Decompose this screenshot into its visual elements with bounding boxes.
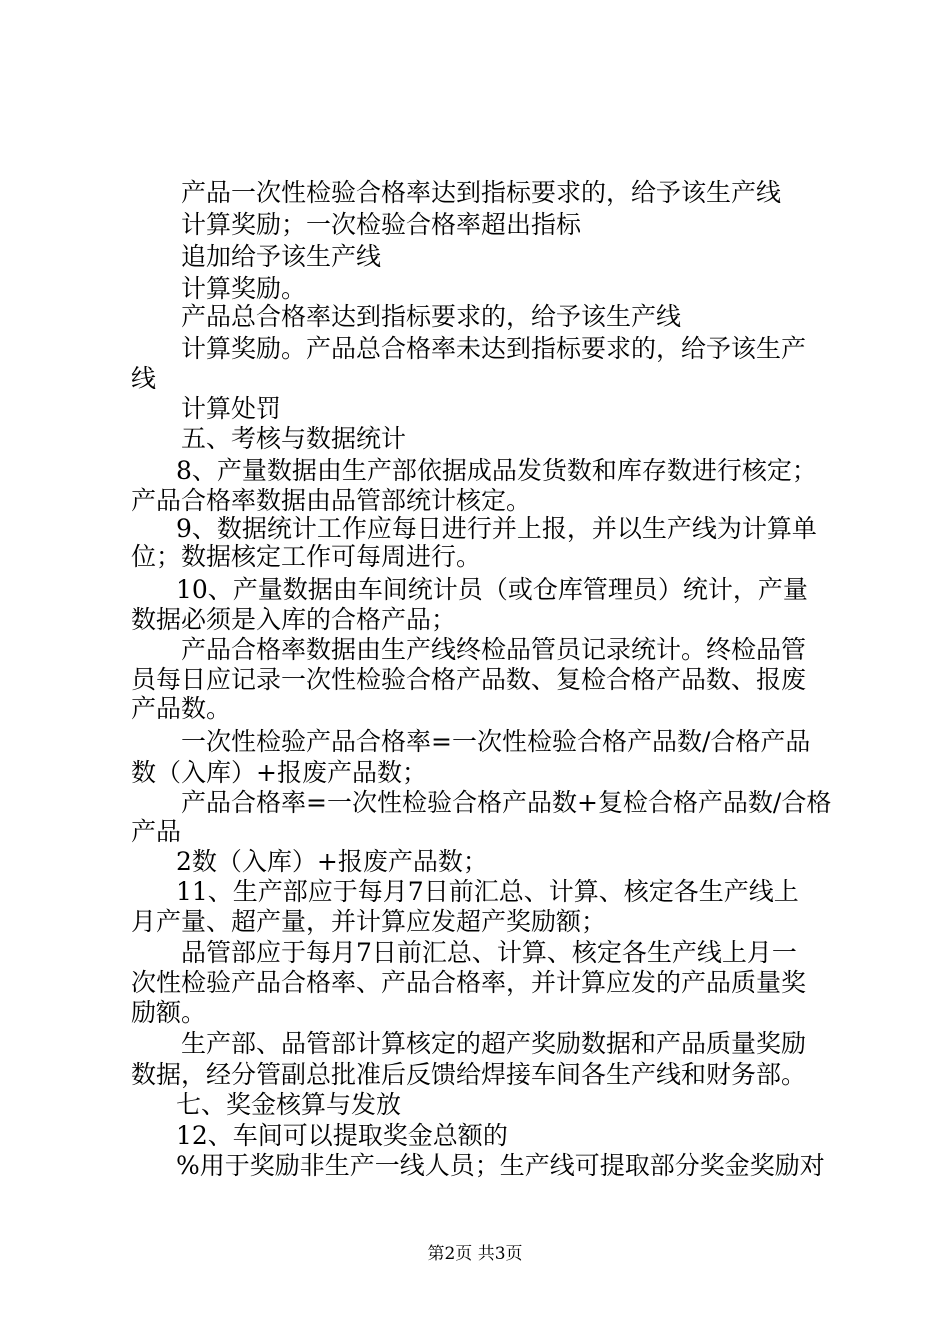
body-line: %用于奖励非生产一线人员；生产线可提取部分奖金奖励对 (176, 1151, 825, 1180)
body-line: 月产量、超产量，并计算应发超产奖励额； (131, 907, 607, 936)
body-line: 品管部应于每月7日前汇总、计算、核定各生产线上月一 (181, 938, 797, 967)
body-line: 数（入库）+报废产品数； (131, 758, 427, 787)
body-line: 产品一次性检验合格率达到指标要求的，给予该生产线 (181, 178, 782, 207)
body-line: 员每日应记录一次性检验合格产品数、复检合格产品数、报废 (131, 665, 807, 694)
body-line: 追加给予该生产线 (181, 242, 382, 271)
body-line: 计算处罚 (181, 394, 282, 423)
section-heading: 五、考核与数据统计 (181, 424, 407, 453)
body-line: 10、产量数据由车间统计员（或仓库管理员）统计，产量 (176, 575, 808, 604)
body-line: 8、产量数据由生产部依据成品发货数和库存数进行核定； (176, 456, 817, 485)
page-footer: 第2页 共3页 (427, 1244, 523, 1264)
body-line: 数据，经分管副总批准后反馈给焊接车间各生产线和财务部。 (131, 1060, 807, 1089)
section-heading: 七、奖金核算与发放 (176, 1090, 402, 1119)
body-line: 一次性检验产品合格率=一次性检验合格产品数/合格产品 (181, 727, 811, 756)
body-line: 产品合格率数据由生产线终检品管员记录统计。终检品管 (181, 635, 807, 664)
body-line: 线 (131, 364, 157, 393)
body-line: 产品合格率=一次性检验合格产品数+复检合格产品数/合格 (181, 788, 832, 817)
body-line: 数据必须是入库的合格产品； (131, 605, 457, 634)
body-line: 生产部、品管部计算核定的超产奖励数据和产品质量奖励 (181, 1029, 807, 1058)
body-line: 位；数据核定工作可每周进行。 (131, 542, 482, 571)
body-line: 计算奖励。 (181, 274, 307, 303)
body-line: 产品数。 (131, 694, 232, 723)
body-line: 计算奖励；一次检验合格率超出指标 (181, 210, 582, 239)
body-line: 产品 (131, 817, 182, 846)
body-line: 产品总合格率达到指标要求的，给予该生产线 (181, 302, 682, 331)
body-line: 励额。 (131, 998, 207, 1027)
body-line: 产品合格率数据由品管部统计核定。 (131, 486, 532, 515)
body-line: 9、数据统计工作应每日进行并上报，并以生产线为计算单 (176, 514, 817, 543)
body-line: 计算奖励。产品总合格率未达到指标要求的，给予该生产 (181, 334, 807, 363)
body-line: 2数（入库）+报废产品数； (176, 847, 488, 876)
body-line: 11、生产部应于每月7日前汇总、计算、核定各生产线上 (176, 877, 799, 906)
body-line: 12、车间可以提取奖金总额的 (176, 1121, 508, 1150)
body-line: 次性检验产品合格率、产品合格率，并计算应发的产品质量奖 (131, 968, 807, 997)
